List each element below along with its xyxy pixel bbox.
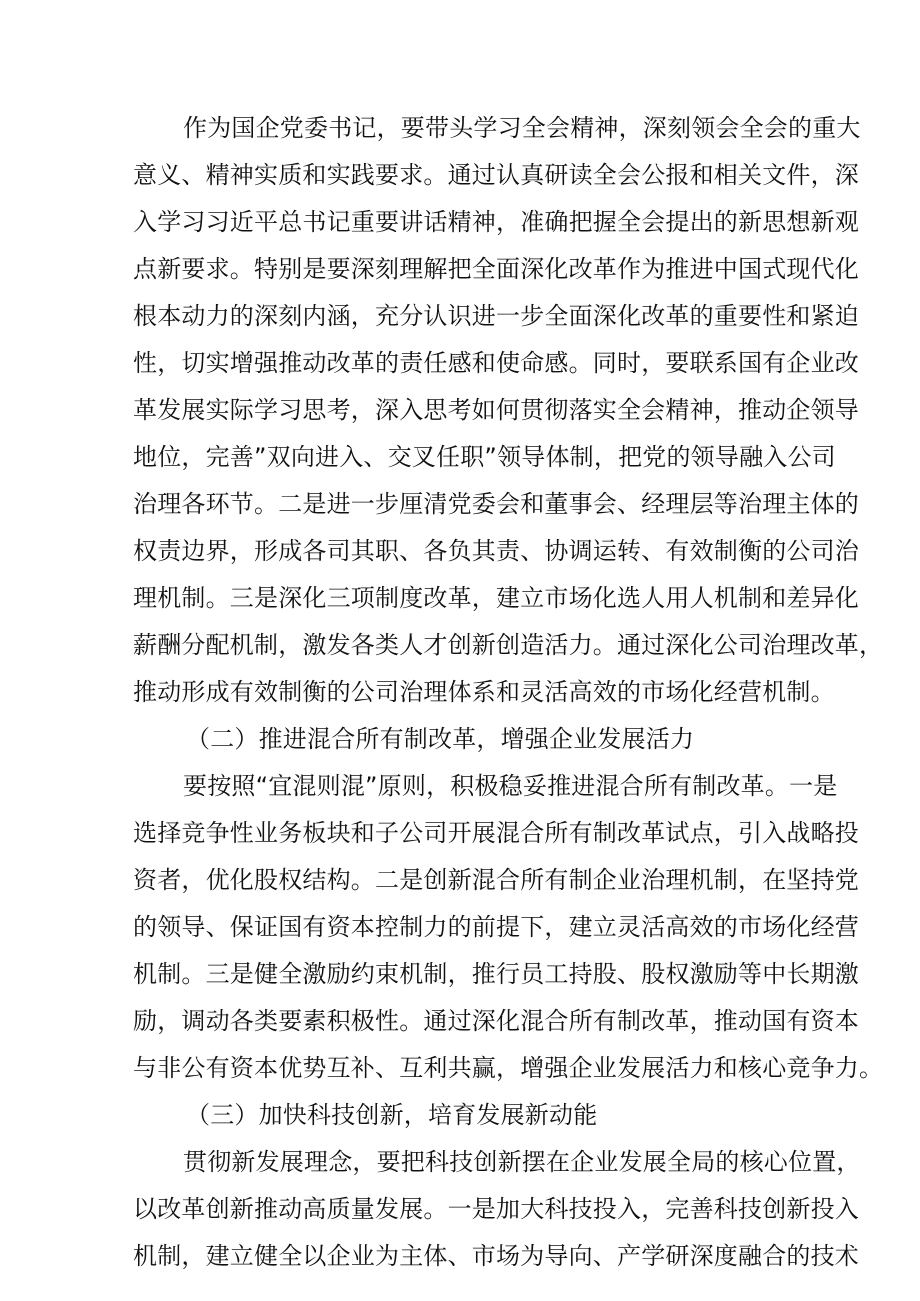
paragraph-1-line-13: 推动形成有效制衡的公司治理体系和灵活高效的市场化经营机制。 (133, 678, 835, 706)
paragraph-1-line-4: 点新要求。特别是要深刻理解把全面深化改革作为推进中国式现代化 (133, 255, 859, 283)
paragraph-1-line-3: 入学习习近平总书记重要讲话精神，准确把握全会提出的新思想新观 (133, 208, 859, 236)
paragraph-1-line-7: 革发展实际学习思考，深入思考如何贯彻落实全会精神，推动企领导 (133, 396, 859, 424)
paragraph-1-line-11: 理机制。三是深化三项制度改革，建立市场化选人用人机制和差异化 (133, 584, 859, 612)
paragraph-1-line-10: 权责边界，形成各司其职、各负其责、协调运转、有效制衡的公司治 (133, 537, 859, 565)
paragraph-2-line-6: 励，调动各类要素积极性。通过深化混合所有制改革，推动国有资本 (133, 1007, 859, 1035)
paragraph-1-line-6: 性，切实增强推动改革的责任感和使命感。同时，要联系国有企业改 (133, 349, 859, 377)
paragraph-2-line-4: 的领导、保证国有资本控制力的前提下，建立灵活高效的市场化经营 (133, 913, 859, 941)
paragraph-1-line-1: 作为国企党委书记，要带头学习全会精神，深刻领会全会的重大 (183, 114, 861, 142)
paragraph-2-line-5: 机制。三是健全激励约束机制，推行员工持股、股权激励等中长期激 (133, 960, 859, 988)
paragraph-2-line-3: 资者，优化股权结构。二是创新混合所有制企业治理机制，在坚持党 (133, 866, 859, 894)
paragraph-2-line-7: 与非公有资本优势互补、互利共赢，增强企业发展活力和核心竞争力。 (133, 1054, 884, 1082)
paragraph-1-line-5: 根本动力的深刻内涵，充分认识进一步全面深化改革的重要性和紧迫 (133, 302, 859, 330)
paragraph-1-line-8: 地位，完善”双向进入、交叉任职”领导体制，把党的领导融入公司 (133, 443, 836, 471)
paragraph-1-line-9: 治理各环节。二是进一步厘清党委会和董事会、经理层等治理主体的 (133, 490, 859, 518)
paragraph-1-line-12: 薪酬分配机制，激发各类人才创新创造活力。通过深化公司治理改革， (133, 631, 884, 659)
section-heading-2: （二）推进混合所有制改革，增强企业发展活力 (186, 725, 695, 753)
paragraph-3-line-2: 以改革创新推动高质量发展。一是加大科技投入，完善科技创新投入 (133, 1195, 859, 1223)
paragraph-2-line-2: 选择竞争性业务板块和子公司开展混合所有制改革试点，引入战略投 (133, 819, 859, 847)
paragraph-3-line-3: 机制，建立健全以企业为主体、市场为导向、产学研深度融合的技术 (133, 1242, 859, 1270)
paragraph-3-line-1: 贯彻新发展理念，要把科技创新摆在企业发展全局的核心位置， (183, 1148, 861, 1176)
paragraph-1-line-2: 意义、精神实质和实践要求。通过认真研读全会公报和相关文件，深 (133, 161, 859, 189)
section-heading-3: （三）加快科技创新，培育发展新动能 (186, 1101, 598, 1129)
paragraph-2-line-1: 要按照“宜混则混”原则，积极稳妥推进混合所有制改革。一是 (183, 772, 838, 800)
